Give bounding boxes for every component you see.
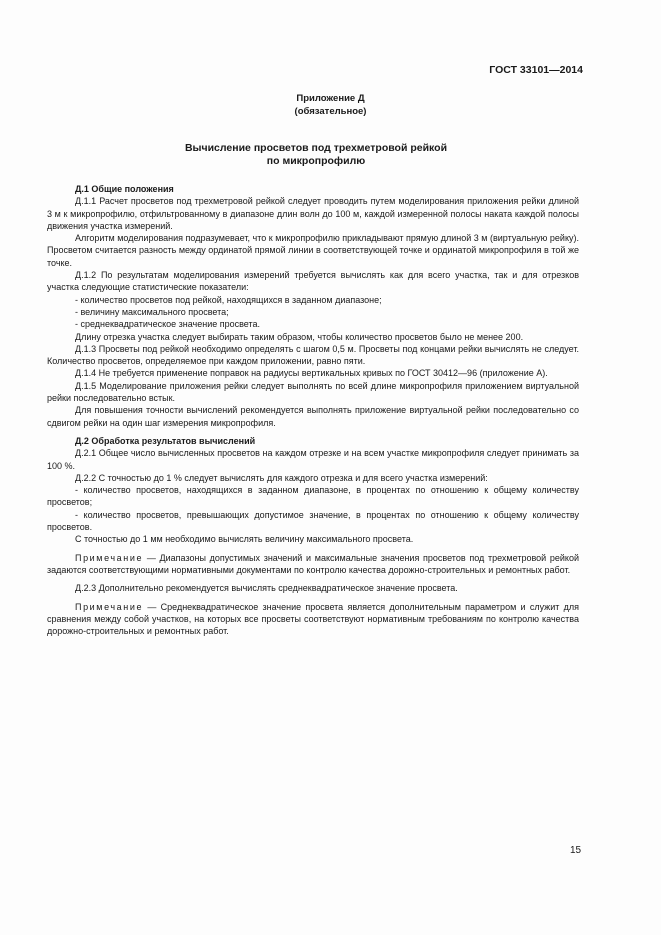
section-heading-2: Д.2 Обработка результатов вычислений bbox=[75, 435, 256, 446]
list-item: - количество просветов, находящихся в заданном диапазоне, в процентах по отношению к общему количеству просветов; bbox=[47, 485, 579, 508]
annex-heading bbox=[0, 92, 661, 118]
paragraph: Д.2.3 Дополнительно рекомендуется вычислять среднеквадратическое значение просвета. bbox=[75, 583, 458, 594]
paragraph: Д.1.2 По результатам моделирования измерений требуется вычислять как для всего участка, так и для отрезков участка следующие статистические показатели: bbox=[47, 270, 579, 293]
page-title bbox=[0, 142, 632, 168]
note-1 bbox=[47, 552, 579, 577]
paragraph: С точностью до 1 мм необходимо вычислять величину максимального просвета. bbox=[75, 534, 414, 545]
paragraph: Алгоритм моделирования подразумевает, что к микропрофилю прикладывают прямую длиной 3 м (виртуальную рейку). Просветом считается разность между ординатой прямой линии в соответствующей точке и ординатой микропрофиля в той же точке. bbox=[47, 233, 579, 268]
paragraph: Д.2.2 С точностью до 1 % следует вычислять для каждого отрезка и для всего участка измерений: bbox=[75, 472, 488, 483]
note-2 bbox=[47, 601, 579, 638]
paragraph: Д.2.1 Общее число вычисленных просветов на каждом отрезке и на всем участке микропрофиля следует принимать за 100 %. bbox=[47, 448, 579, 471]
note-label: Примечание bbox=[75, 601, 144, 612]
list-item: - величину максимального просвета; bbox=[75, 306, 229, 317]
note-text: — Среднеквадратическое значение просвета является дополнительным параметром и служит для сравнения между собой участков, на которых все просветы соответствуют нормативным требованиям по контролю качества дорожно-строительных и ремонтных работ. bbox=[47, 601, 579, 637]
document-body bbox=[47, 181, 579, 637]
paragraph: Длину отрезка участка следует выбирать таким образом, чтобы количество просветов было не менее 200. bbox=[75, 331, 524, 342]
note-label: Примечание bbox=[75, 552, 144, 563]
document-code: ГОСТ 33101—2014 bbox=[489, 64, 583, 76]
paragraph: Д.1.4 Не требуется применение поправок на радиусы вертикальных кривых по ГОСТ 30412—96 (приложение А). bbox=[75, 368, 548, 379]
list-item: - среднеквадратическое значение просвета. bbox=[75, 319, 261, 330]
paragraph: Д.1.1 Расчет просветов под трехметровой рейкой следует проводить путем моделирования приложения рейки длиной 3 м к микропрофилю, отфильтрованному в диапазоне длин волн до 100 м, каждой измеренной полосы наката каждой полосы движения участка измерений. bbox=[47, 196, 579, 231]
title-line-2: по микропрофилю bbox=[266, 155, 366, 167]
annex-status: (обязательное) bbox=[294, 106, 367, 117]
paragraph: Д.1.5 Моделирование приложения рейки следует выполнять по всей длине микропрофиля приложением виртуальной рейки последовательно встык. bbox=[47, 380, 579, 404]
section-heading-1: Д.1 Общие положения bbox=[75, 184, 174, 194]
list-item: - количество просветов, превышающих допустимое значение, в процентах по отношению к общему количеству просветов. bbox=[47, 509, 579, 533]
note-text: — Диапазоны допустимых значений и максимальные значения просветов под трехметровой рейкой задаются соответствующими нормативными документами по контролю качества дорожно-строительных и ремонтных работ. bbox=[47, 552, 579, 575]
list-item: - количество просветов под рейкой, находящихся в заданном диапазоне; bbox=[75, 294, 382, 305]
page-number: 15 bbox=[570, 845, 582, 856]
annex-title: Приложение Д bbox=[296, 93, 365, 104]
paragraph: Для повышения точности вычислений рекомендуется выполнять приложение виртуальной рейки последовательно со сдвигом рейки на один шаг измерения микропрофиля. bbox=[47, 405, 579, 428]
title-line-1: Вычисление просветов под трехметровой рейкой bbox=[184, 142, 448, 154]
paragraph: Д.1.3 Просветы под рейкой необходимо определять с шагом 0,5 м. Просветы под концами рейки вычислять не следует. Количество просветов, определяемое при каждом приложении, равно пяти. bbox=[47, 343, 579, 367]
